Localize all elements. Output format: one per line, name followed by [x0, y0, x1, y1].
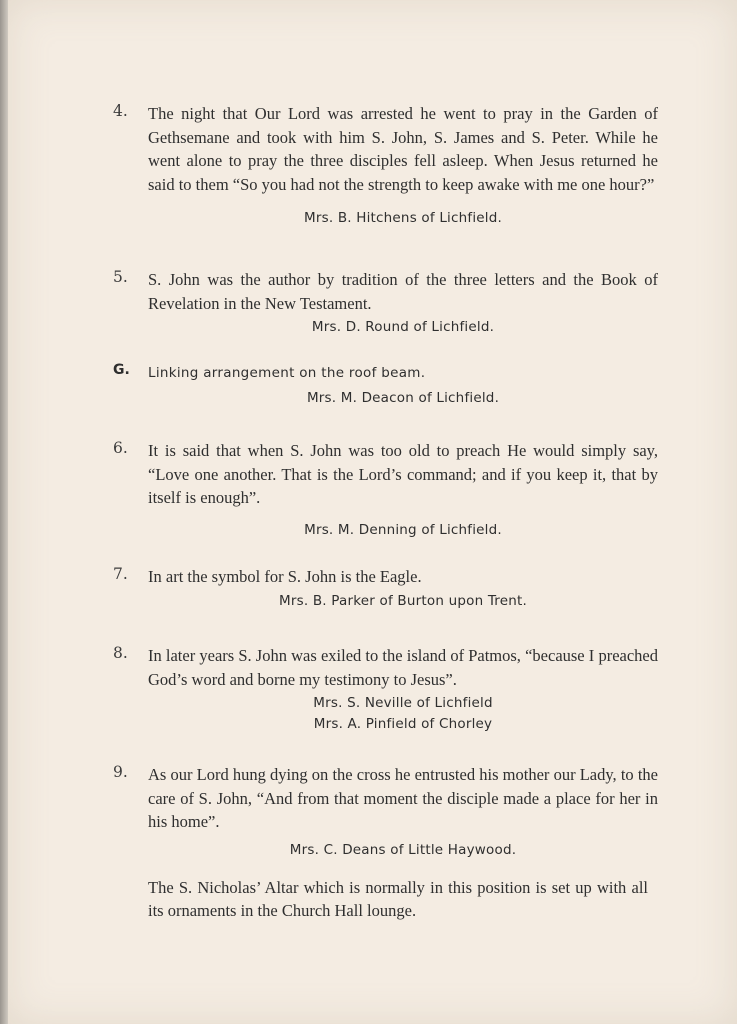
entry-text: S. John was the author by tradition of the three letters and the Book of Revelation in the New Testament. [148, 270, 658, 313]
closing-paragraph: The S. Nicholas’ Altar which is normally in this position is set up with all its ornaments in the Church Hall lounge. [148, 878, 648, 920]
entry-number: 5. [113, 268, 128, 286]
entry-5 [113, 268, 658, 338]
entry-credit: Mrs. S. Neville of Lichfield [313, 695, 493, 711]
entry-number: G. [113, 362, 130, 378]
entry-credit: Mrs. C. Deans of Little Haywood. [289, 841, 517, 858]
entry-number: 9. [113, 763, 128, 781]
entry-credit: Mrs. M. Deacon of Lichfield. [306, 389, 500, 406]
page-binding-edge [0, 0, 8, 1024]
entry-number: 7. [113, 565, 128, 583]
entry-text: Linking arrangement on the roof beam. [148, 365, 426, 381]
entry-text: In later years S. John was exiled to the island of Patmos, “because I preached God’s word and borne my testimony to Jesus”. [148, 646, 658, 689]
entry-text: In art the symbol for S. John is the Eagle. [148, 567, 422, 586]
entry-credit: Mrs. B. Hitchens of Lichfield. [304, 210, 502, 226]
entry-text: The night that Our Lord was arrested he went to pray in the Garden of Gethsemane and took with him S. John, S. James and S. Peter. While he went alone to pray the three disciples fell asleep. When Jesus returned he said to them “So you had not the strength to keep awake with me one hour?” [148, 104, 658, 194]
entry-9 [113, 763, 658, 861]
entry-number: 8. [113, 644, 128, 662]
entry-credit: Mrs. M. Denning of Lichfield. [304, 521, 502, 538]
entry-6 [113, 439, 658, 541]
entry-number: 4. [113, 102, 128, 120]
entry-8 [113, 644, 658, 735]
entry-text: It is said that when S. John was too old to preach He would simply say, “Love one another. That is the Lord’s command; and if you keep it, that by itself is enough”. [148, 441, 658, 507]
entry-4 [113, 102, 658, 229]
entry-credit: Mrs. A. Pinfield of Chorley [313, 716, 493, 732]
entry-text: As our Lord hung dying on the cross he entrusted his mother our Lady, to the care of S. John, “And from that moment the disciple made a place for her in his home”. [148, 765, 658, 831]
entry-credit: Mrs. D. Round of Lichfield. [311, 319, 495, 335]
entry-g [113, 362, 658, 409]
entry-credit: Mrs. B. Parker of Burton upon Trent. [279, 592, 527, 609]
entry-number: 6. [113, 439, 128, 457]
entry-7 [113, 565, 658, 612]
